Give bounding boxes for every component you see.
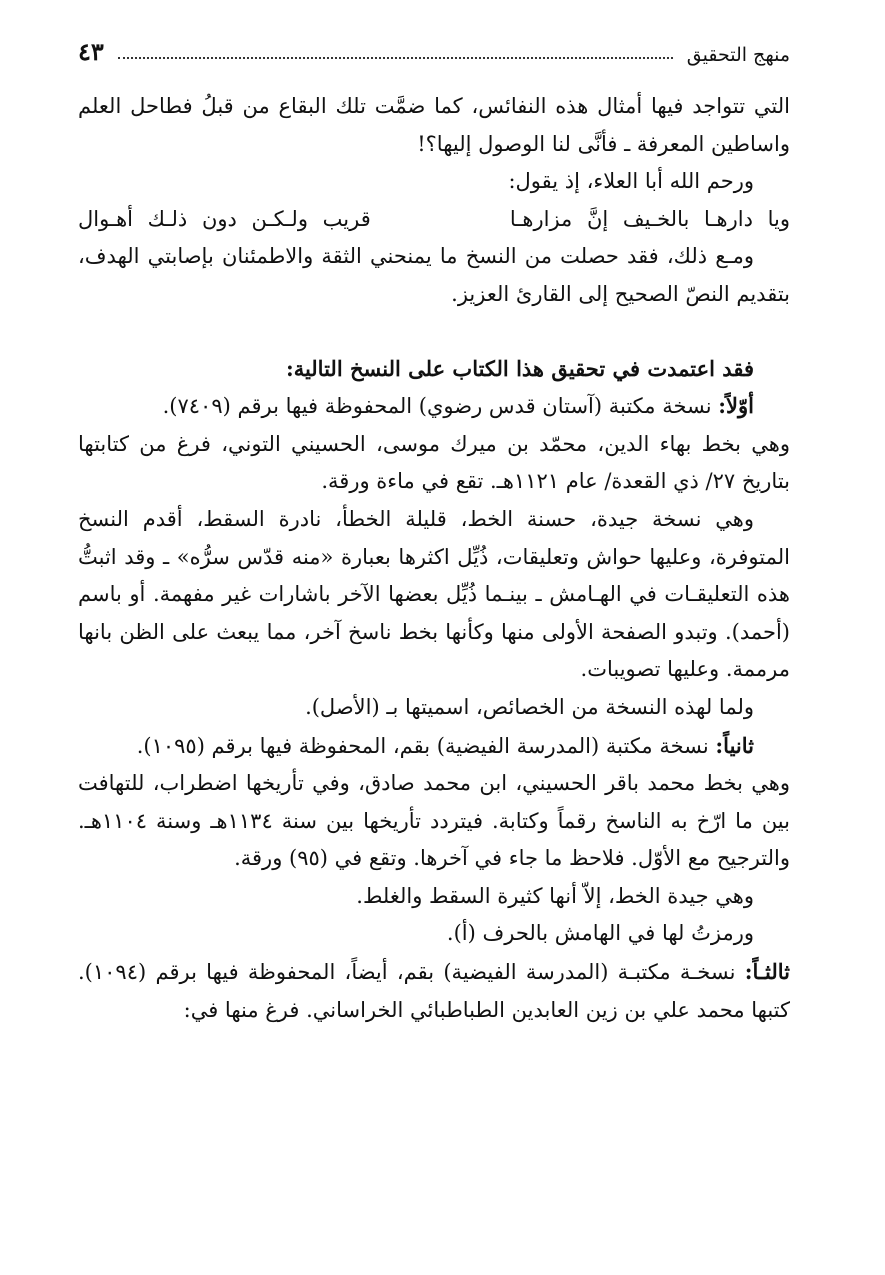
source-first-label: أوّلاً: [718,393,754,419]
source-second-siglum: ورمزتُ لها في الهامش بالحرف (أ). [446,921,754,946]
source-first-siglum: ولما لهذه النسخة من الخصائص، اسميتها بـ (الأصل). [305,694,754,719]
source-first-text: نسخة مكتبة (آستان قدس رضوي) المحفوظة فيها برقم (٧٤٠٩). [162,394,712,419]
leader-dots [118,57,673,59]
paragraph-despite: ومـع ذلك، فقد حصلت من النسخ ما يمنحني الثقة والاطمئنان بإصابتي الهدف، بتقديم النصّ الصحيح إلى القارئ العزيز. [78,244,790,306]
source-first [78,387,790,426]
source-second-text: نسخة مكتبة (المدرسة الفيضية) بقم، المحفوظة فيها برقم (١٠٩٥). [136,733,709,758]
verse-first-hemistich: ويا دارهـا بالخـيف إنَّ مزارهـا [509,206,790,231]
running-title: منهج التحقيق [686,44,790,66]
paragraph-poet-intro: ورحم الله أبا العلاء، إذ يقول: [508,169,754,194]
source-first-description: وهي نسخة جيدة، حسنة الخط، قليلة الخطأ، نادرة السقط، أقدم النسخ المتوفرة، وعليها حواش وتعليقات، ذُيِّل اكثرها بعبارة «منه قدّس سرُّه» ـ وقد اثبتُّ هذه التعليقـات في الهـامش ـ بينـما ذُيِّل بعضها الآخر باشارات غير مفهمة. أو باسم (أحمد). وتبدو الصفحة الأولى منها وكأنها بخط ناسخ آخر، مما يبعث على الظن بانها مرممة. وعليها تصويبات. [78,506,790,682]
paragraph-intro: التي تتواجد فيها أمثال هذه النفائس، كما ضمَّت تلك البقاع من قبلُ فطاحل العلم واساطين المعرفة ـ فأنَّى لنا الوصول إليها؟! [78,94,790,156]
source-second-scribe: وهي بخط محمد باقر الحسيني، ابن محمد صادق، وفي تأريخها اضطراب، للتهافت بين ما ارّخ به الناسخ رقماً وكتابة. فيتردد تأريخها بين سنة ١١٣٤هـ وسنة ١١٠٤هـ. والترجيح مع الأوّل. فلاحظ ما جاء في آخرها. وتقع في (٩٥) ورقة. [78,771,790,871]
section-gap [78,314,790,350]
poem-verse [78,201,790,239]
verse-second-hemistich: قريب ولـكـن دون ذلـك أهـوال [78,206,371,231]
source-third-text: نسخـة مكتبـة (المدرسة الفيضية) بقم، أيضاً، المحفوظة فيها برقم (١٠٩٤). كتبها محمد علي بن زين العابدين الطباطبائي الخراساني. فرغ منها في: [78,960,790,1022]
source-second [78,727,790,766]
page-number: ٤٣ [78,37,104,66]
source-third-label: ثالثـاً: [744,959,790,985]
source-third [78,953,790,1029]
source-first-scribe: وهي بخط بهاء الدين، محمّد بن ميرك موسى، الحسيني التوني، فرغ من كتابتها بتاريخ ٢٧/ ذي القعدة/ عام ١١٢١هـ. تقع في ماءة ورقة. [78,431,790,494]
book-page [78,32,790,1029]
running-head [78,32,790,66]
source-second-label: ثانياً: [715,732,754,758]
body-text [78,88,790,1029]
sources-heading: فقد اعتمدت في تحقيق هذا الكتاب على النسخ التالية: [285,355,754,381]
source-second-quality: وهي جيدة الخط، إلاّ أنها كثيرة السقط والغلط. [356,883,754,908]
